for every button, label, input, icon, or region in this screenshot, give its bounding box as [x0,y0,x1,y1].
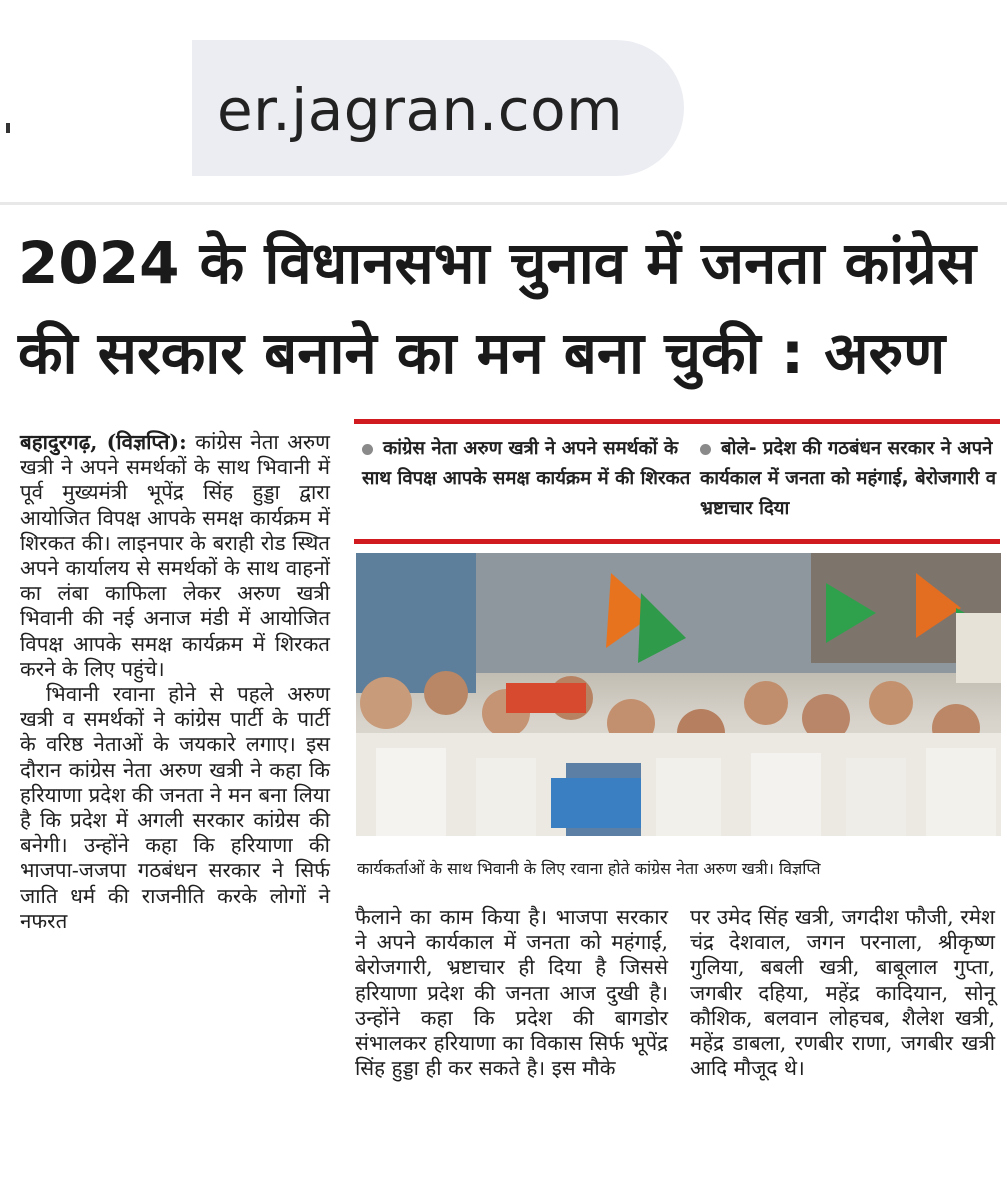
column-2-paragraph: फैलाने का काम किया है। भाजपा सरकार ने अपने कार्यकाल में जनता को महंगाई, बेरोजगारी, भ्रष्टाचार ही दिया है जिससे हरियाणा प्रदेश की जनता आज दुखी है। उन्होंने कहा कि प्रदेश की बागडोर संभालकर हरियाणा का विकास सिर्फ भूपेंद्र सिंह हुड्डा ही कर सकते है। इस मौके [355,905,668,1081]
article-column-3 [690,905,995,1081]
photo-caption: कार्यकर्ताओं के साथ भिवानी के लिए रवाना होते कांग्रेस नेता अरुण खत्री। विज्ञप्ति [357,859,821,878]
browser-top-area [0,0,1007,200]
highlight-1-text: कांग्रेस नेता अरुण खत्री ने अपने समर्थकों के साथ विपक्ष आपके समक्ष कार्यक्रम में की शिरकत [362,438,691,489]
bullet-dot-icon [362,444,373,455]
highlight-bottom-rule [354,539,1000,544]
headline-line-1: 2024 के विधानसभा चुनाव में जनता कांग्रेस [18,229,977,297]
address-bar-url[interactable]: er.jagran.com [217,76,624,144]
highlight-top-rule [354,419,1000,424]
dateline: बहादुरगढ़, (विज्ञप्ति): [20,430,187,454]
headline-line-2: की सरकार बनाने का मन बना चुकी : अरुण [18,319,946,387]
bullet-dot-icon [700,444,711,455]
article-column-1 [20,430,330,934]
highlight-2-text: बोले- प्रदेश की गठबंधन सरकार ने अपने कार्यकाल में जनता को महंगाई, बेरोजगारी व भ्रष्टाचार दिया [700,438,997,519]
paragraph-1-text: कांग्रेस नेता अरुण खत्री ने अपने समर्थकों के साथ भिवानी में पूर्व मुख्यमंत्री भूपेंद्र सिंह हुड्डा द्वारा आयोजित विपक्ष आपके समक्ष कार्यक्रम में शिरकत की। लाइनपार के बराही रोड स्थित अपने कार्यालय से समर्थकों के साथ वाहनों का लंबा काफिला लेकर अरुण खत्री भिवानी की नई अनाज मंडी में आयोजित विपक्ष आपके समक्ष कार्यक्रम में शिरकत करने के लिए पहुंचे। [20,430,330,681]
divider [0,202,1007,205]
column-1-paragraph-1 [20,430,330,682]
highlight-point-2 [700,434,1000,524]
news-photo [356,553,1001,836]
article-headline [18,218,1003,398]
news-photo-illustration [356,553,1001,836]
browser-edge-mark [6,123,10,133]
article-column-2 [355,905,668,1081]
highlight-point-1 [362,434,692,494]
column-3-paragraph: पर उमेद सिंह खत्री, जगदीश फौजी, रमेश चंद्र देशवाल, जगन परनाला, श्रीकृष्ण गुलिया, बबली खत्री, बाबूलाल गुप्ता, जगबीर दहिया, महेंद्र कादियान, सोनू कौशिक, बलवान लोहचब, शैलेश खत्री, महेंद्र डाबला, रणबीर राणा, जगबीर खत्री आदि मौजूद थे। [690,905,995,1081]
column-1-paragraph-2: भिवानी रवाना होने से पहले अरुण खत्री व समर्थकों ने कांग्रेस पार्टी के पार्टी के वरिष्ठ नेताओं के जयकारे लगाए। इस दौरान कांग्रेस नेता अरुण खत्री ने कहा कि हरियाणा प्रदेश की जनता ने मन बना लिया है कि प्रदेश में अगली सरकार कांग्रेस की बनेगी। उन्होंने कहा कि हरियाणा की भाजपा-जजपा गठबंधन सरकार ने सिर्फ जाति धर्म की राजनीति करके लोगों ने नफरत [20,682,330,933]
